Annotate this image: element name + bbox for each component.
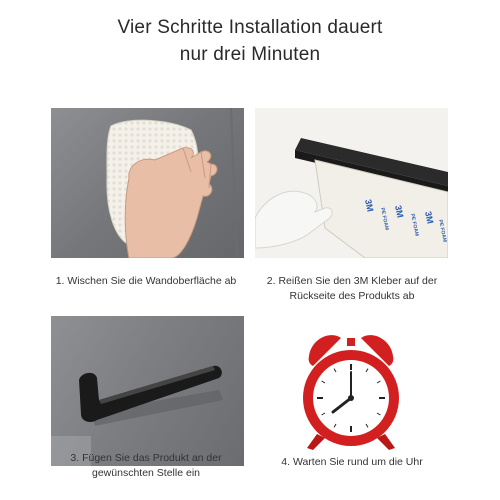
title-line-1: Vier Schritte Installation dauert — [117, 17, 383, 38]
tape-label-1: PE FOAM — [379, 207, 390, 231]
step-4-caption — [252, 455, 452, 470]
step-2-caption — [252, 274, 452, 304]
step-4-image — [255, 316, 448, 466]
step-2-caption-line-2: Rückseite des Produkts ab — [289, 290, 415, 302]
step-2-caption-line-1: 2. Reißen Sie den 3M Kleber auf der — [266, 275, 438, 287]
tape-label-2: PE FOAM — [409, 213, 420, 237]
tape-logo-1: 3M — [363, 198, 376, 213]
page-title — [0, 14, 500, 68]
step-2-image — [255, 108, 448, 258]
step-1-caption-line-1: 1. Wischen Sie die Wandoberfläche ab — [55, 275, 237, 287]
step-1-image — [51, 108, 244, 258]
tape-logo-3: 3M — [423, 210, 436, 225]
tape-logo-2: 3M — [393, 204, 406, 219]
peel-tape-illustration — [255, 108, 448, 258]
alarm-clock-illustration — [255, 316, 448, 466]
tape-label-3: PE FOAM — [437, 219, 448, 243]
step-4-caption-line-1: 4. Warten Sie rund um die Uhr — [281, 456, 423, 468]
step-3-image — [51, 316, 244, 466]
step-3-caption-line-1: 3. Fügen Sie das Produkt an der — [70, 452, 222, 464]
wipe-wall-illustration — [51, 108, 244, 258]
step-1-caption — [46, 274, 246, 289]
mounted-holder-illustration — [51, 316, 244, 466]
step-3-caption — [46, 451, 246, 481]
title-line-2: nur drei Minuten — [179, 44, 321, 65]
step-3-caption-line-2: gewünschten Stelle ein — [92, 467, 200, 479]
